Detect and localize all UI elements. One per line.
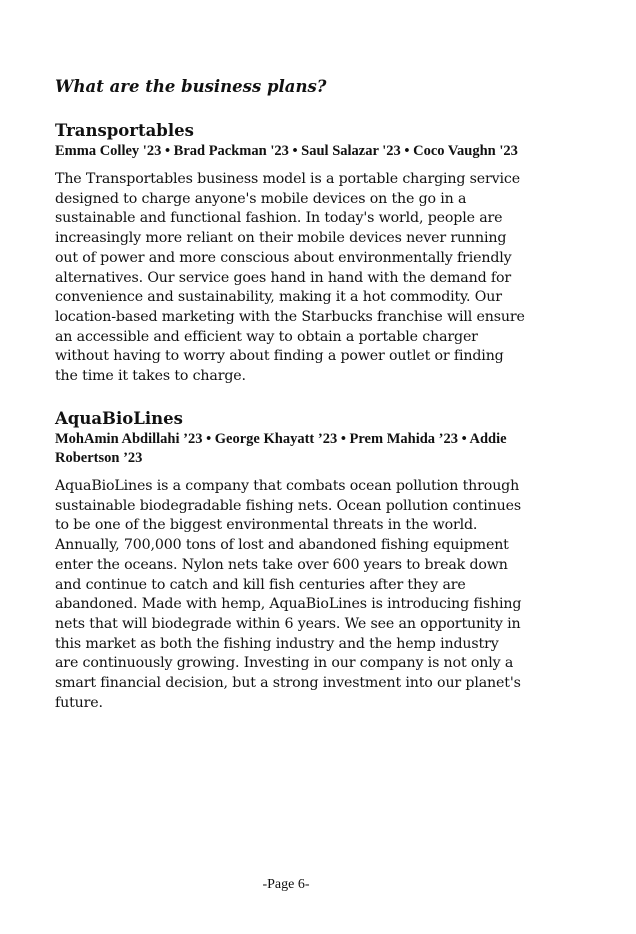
section-authors: Emma Colley '23 • Brad Packman '23 • Saul Salazar '23 • Coco Vaughn '23 (55, 143, 518, 159)
business-plan-transportables (55, 120, 525, 387)
section-title: AquaBioLines (55, 409, 183, 428)
business-plan-aquabiolines (55, 408, 525, 713)
section-body: AquaBioLines is a company that combats ocean pollution through sustainable biodegradable fishing nets. Ocean pollution continues to be one of the biggest environmental threats in the world. Annually, 700,000 tons of lost and abandoned fishing equipment enter the oceans. Nylon nets take over 600 years to break down and continue to catch and kill fish centuries after they are abandoned. Made with hemp, AquaBioLines is introducing fishing nets that will biodegrade within 6 years. We see an opportunity in this market as both the fishing industry and the hemp industry are continuously growing. Investing in our company is not only a smart financial decision, but a strong investment into our planet's future. (55, 478, 522, 711)
page-number: -Page 6- (262, 877, 310, 892)
section-title: Transportables (55, 121, 194, 140)
section-body: The Transportables business model is a portable charging service designed to charge anyone's mobile devices on the go in a sustainable and functional fashion. In today's world, people are increasingly more reliant on their mobile devices never running out of power and more conscious about environmentally friendly alternatives. Our service goes hand in hand with the demand for convenience and sustainability, making it a hot commodity. Our location-based marketing with the Starbucks franchise will ensure an accessible and efficient way to obtain a portable charger without having to worry about finding a power outlet or finding the time it takes to charge. (55, 171, 525, 385)
section-authors: MohAmin Abdillahi ’23 • George Khayatt ’23 • Prem Mahida ’23 • Addie Robertson ’23 (55, 431, 507, 466)
page-heading: What are the business plans? (55, 77, 327, 96)
